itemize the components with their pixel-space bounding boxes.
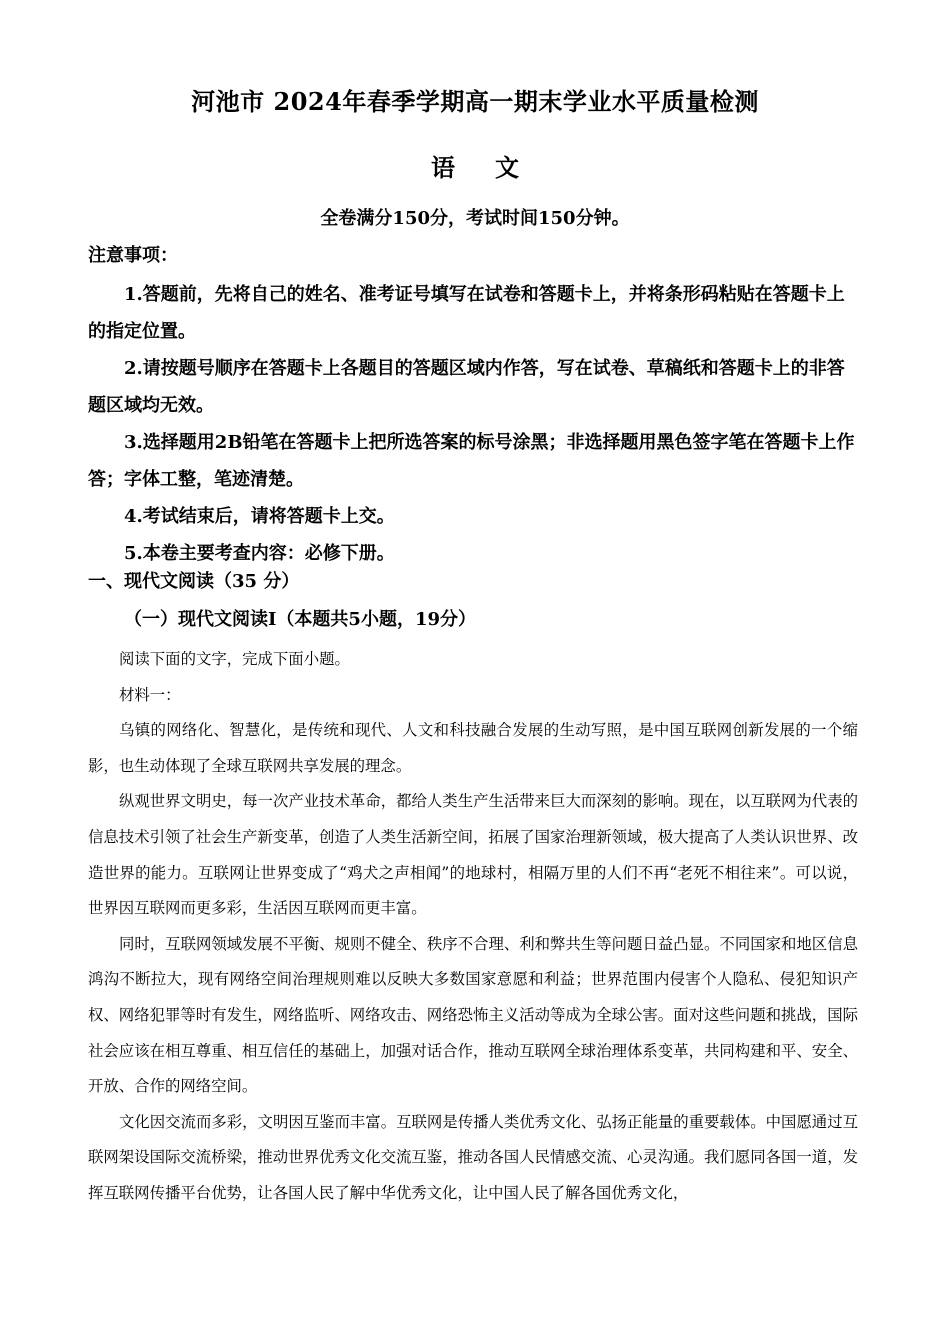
passage-paragraph: 同时，互联网领域发展不平衡、规则不健全、秩序不合理、利和弊共生等问题日益凸显。不同国家和地区信息鸿沟不断拉大，现有网络空间治理规则难以反映大多数国家意愿和利益；世界范围内侵害个人隐私、侵犯知识产权、网络犯罪等时有发生，网络监听、网络攻击、网络恐怖主义活动等成为全球公害。面对这些问题和挑战，国际社会应该在相互尊重、相互信任的基础上，加强对话合作，推动互联网全球治理体系变革，共同构建和平、安全、开放、合作的网络空间。	[88, 934, 858, 1096]
exam-title: 河池市 2024年春季学期高一期末学业水平质量检测	[191, 87, 759, 116]
notice-item: 4.考试结束后，请将答题卡上交。	[124, 506, 395, 527]
material-label: 材料一：	[119, 685, 181, 704]
subsection-heading: （一）现代文阅读Ⅰ（本题共5小题，19分）	[124, 609, 476, 630]
notice-item: 1.答题前，先将自己的姓名、准考证号填写在试卷和答题卡上，并将条形码粘贴在答题卡上的指定位置。	[88, 284, 845, 342]
exam-meta: 全卷满分150分，考试时间150分钟。	[320, 208, 630, 229]
notice-item: 3.选择题用2B铅笔在答题卡上把所选答案的标号涂黑；非选择题用黑色签字笔在答题卡上作答；字体工整，笔迹清楚。	[88, 432, 855, 490]
section-heading: 一、现代文阅读（35 分）	[88, 571, 300, 592]
notice-list	[88, 276, 858, 572]
passage-paragraph: 文化因交流而多彩，文明因互鉴而丰富。互联网是传播人类优秀文化、弘扬正能量的重要载体。中国愿通过互联网架设国际交流桥梁，推动世界优秀文化交流互鉴，推动各国人民情感交流、心灵沟通。我们愿同各国一道，发挥互联网传播平台优势，让各国人民了解中华优秀文化，让中国人民了解各国优秀文化，	[88, 1112, 858, 1202]
subject-title: 语文	[431, 153, 559, 182]
notice-item: 5.本卷主要考查内容：必修下册。	[124, 543, 395, 564]
notice-heading: 注意事项：	[88, 245, 178, 266]
notice-item: 2.请按题号顺序在答题卡上各题目的答题区域内作答，写在试卷、草稿纸和答题卡上的非答题区域均无效。	[88, 358, 845, 416]
reading-passage	[88, 642, 858, 1212]
passage-paragraph: 纵观世界文明史，每一次产业技术革命，都给人类生产生活带来巨大而深刻的影响。现在，以互联网为代表的信息技术引领了社会生产新变革，创造了人类生活新空间，拓展了国家治理新领域，极大提高了人类认识世界、改造世界的能力。互联网让世界变成了“鸡犬之声相闻”的地球村，相隔万里的人们不再“老死不相往来”。可以说，世界因互联网而更多彩，生活因互联网而更丰富。	[88, 792, 858, 918]
passage-paragraph: 乌镇的网络化、智慧化，是传统和现代、人文和科技融合发展的生动写照，是中国互联网创新发展的一个缩影，也生动体现了全球互联网共享发展的理念。	[88, 721, 858, 775]
reading-instruction: 阅读下面的文字，完成下面小题。	[119, 650, 350, 668]
